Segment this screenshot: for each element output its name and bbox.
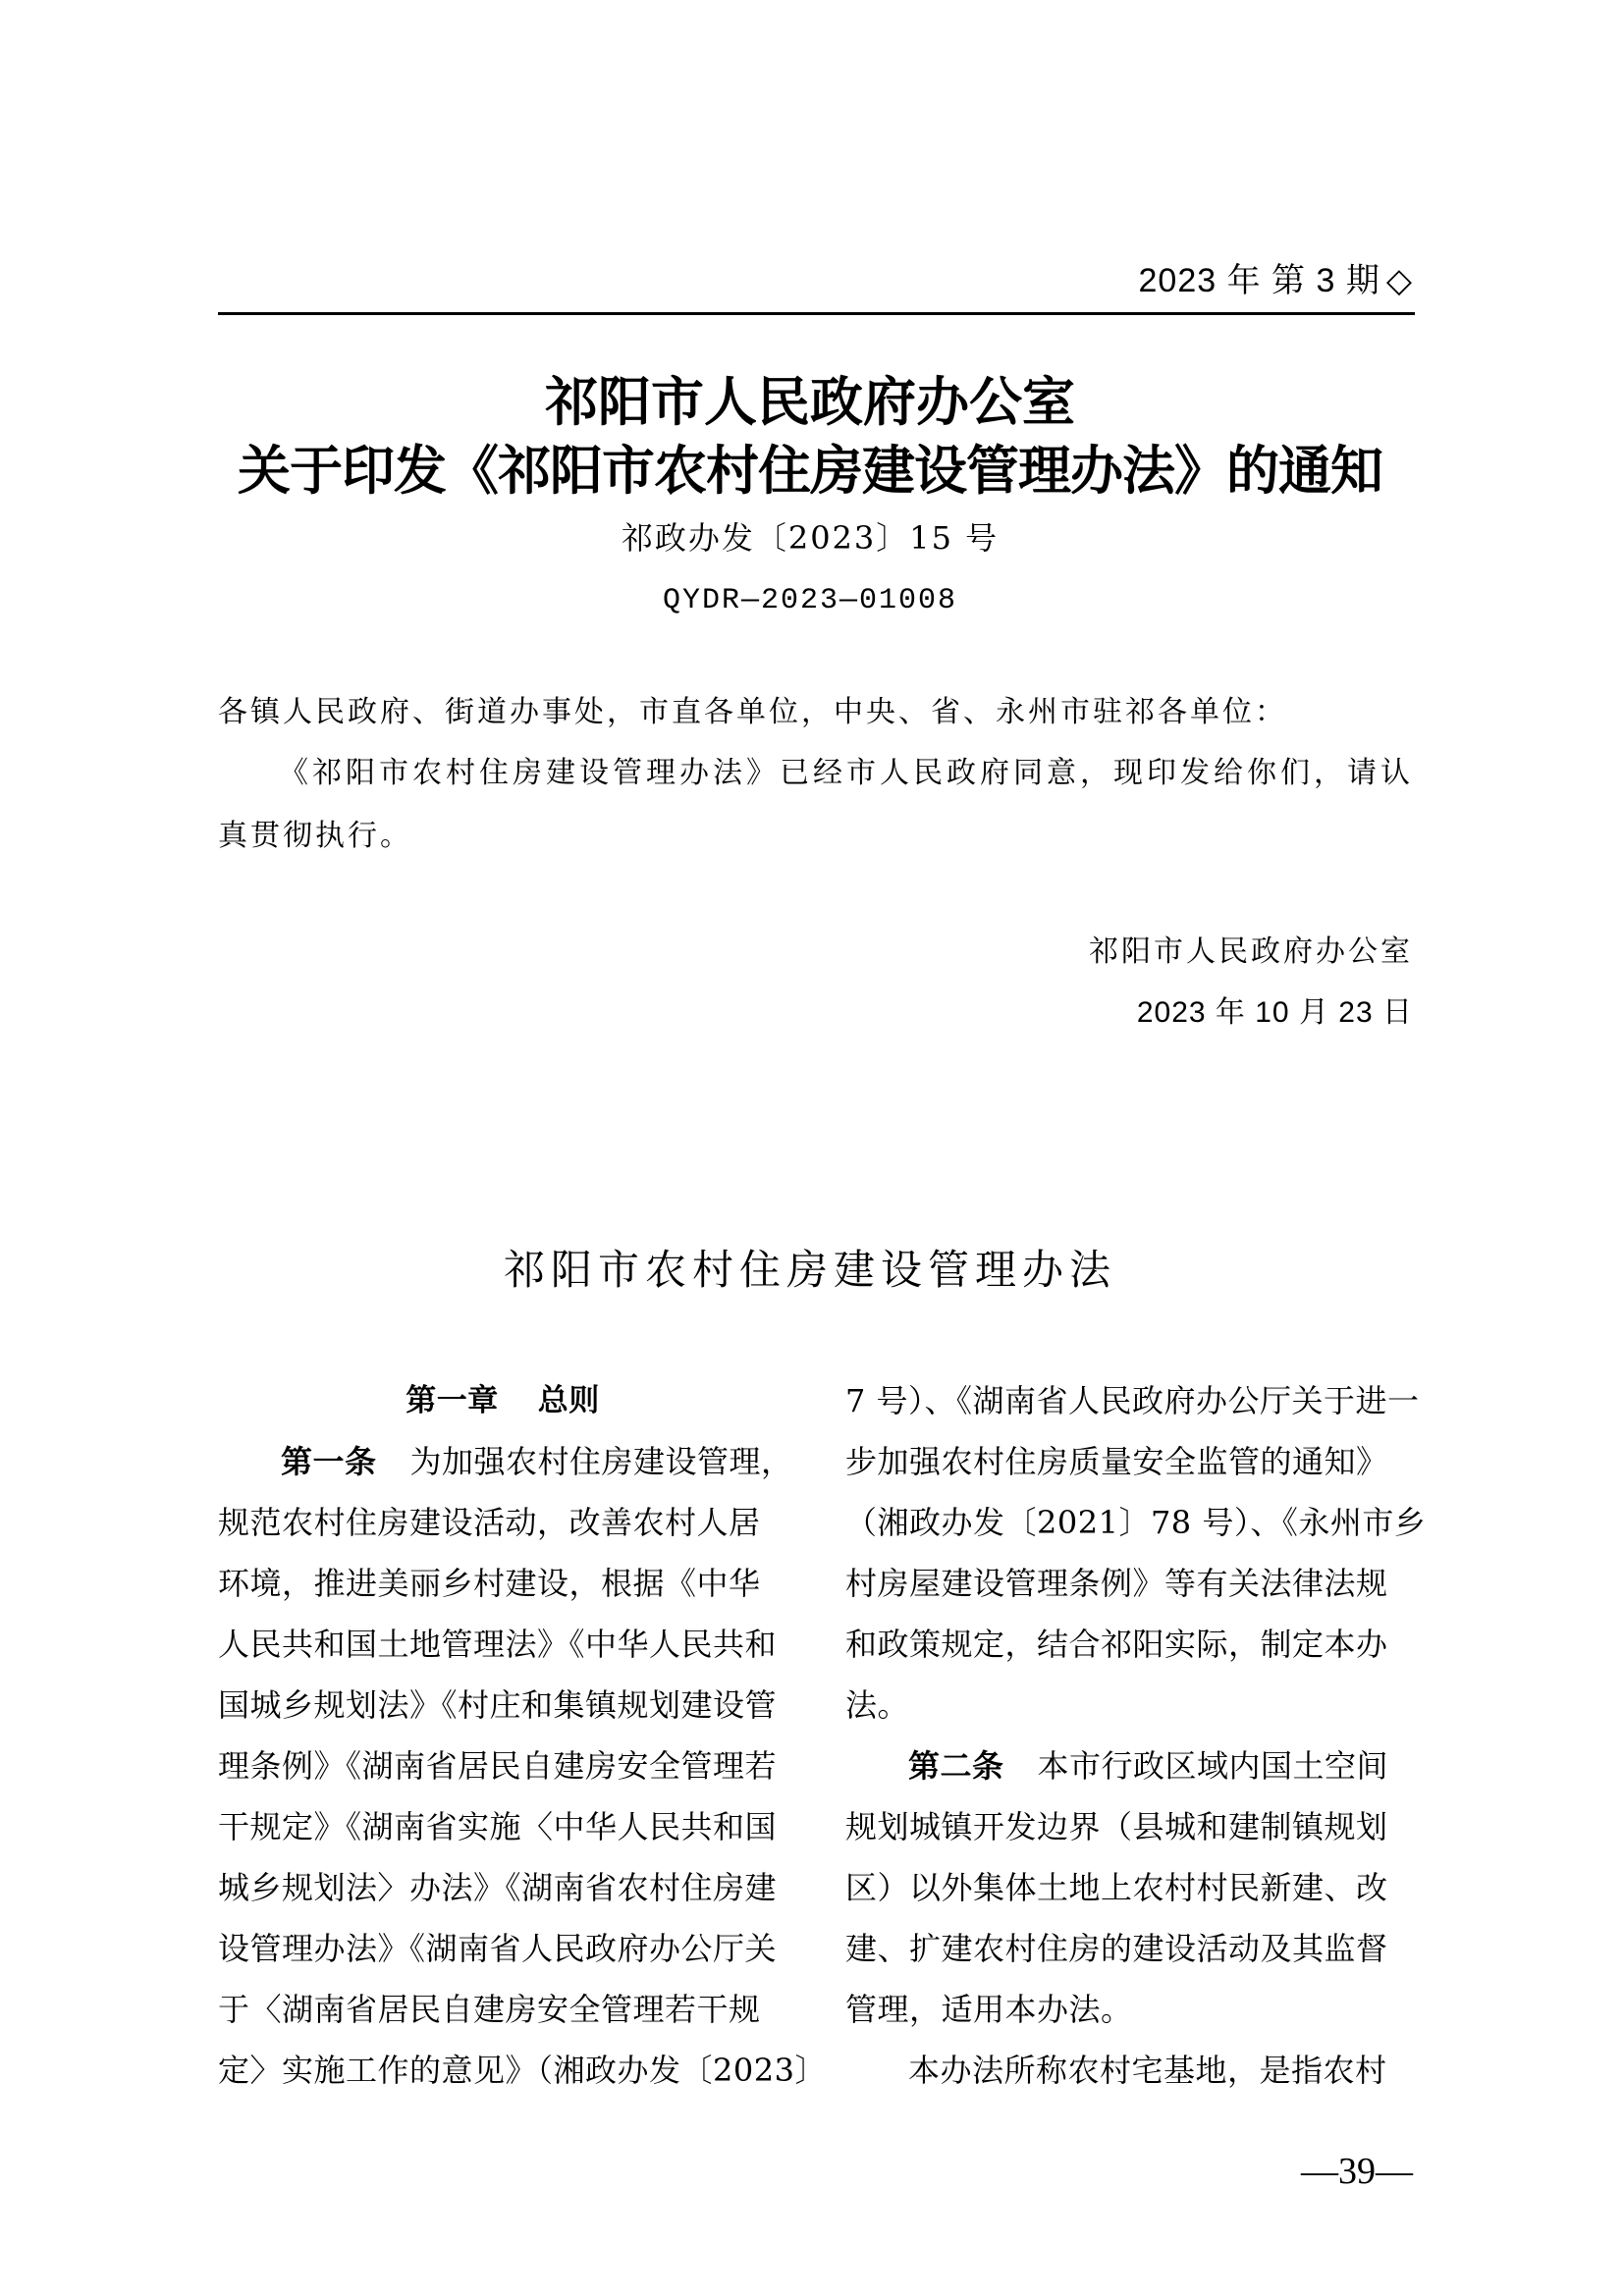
diamond-icon: ◇ bbox=[1385, 262, 1413, 299]
text-line: 理条例》《湖南省居民自建房安全管理若 bbox=[218, 1747, 778, 1785]
document-number: 祁政办发〔2023〕15 号 bbox=[621, 519, 1000, 557]
text-line: 规范农村住房建设活动，改善农村人居 bbox=[218, 1504, 761, 1541]
text-line: 7 号）、《湖南省人民政府办公厅关于进一 bbox=[845, 1382, 1420, 1419]
chapter-heading bbox=[218, 1370, 787, 1431]
text-line: 人民共和国土地管理法》《中华人民共和 bbox=[218, 1626, 778, 1663]
page-number: —39— bbox=[1301, 2151, 1413, 2192]
article-1-label: 第一条 bbox=[281, 1443, 377, 1480]
text-line: 村房屋建设管理条例》等有关法律法规 bbox=[845, 1565, 1388, 1602]
notice-body-line-2: 真贯彻执行。 bbox=[218, 819, 412, 853]
law-title: 祁阳市农村住房建设管理办法 bbox=[503, 1246, 1116, 1294]
article-2-label: 第二条 bbox=[908, 1747, 1004, 1785]
text-line: 环境，推进美丽乡村建设，根据《中华 bbox=[218, 1565, 761, 1602]
text-line: （湘政办发〔2021〕78 号）、《永州市乡 bbox=[845, 1504, 1427, 1541]
chapter-label: 第一章 bbox=[406, 1383, 499, 1418]
article-1-first-line bbox=[218, 1431, 793, 1492]
signing-date: 2023 年 10 月 23 日 bbox=[1136, 996, 1413, 1029]
text-line: 和政策规定，结合祁阳实际，制定本办 bbox=[845, 1626, 1388, 1663]
text-line: 于〈湖南省居民自建房安全管理若干规 bbox=[218, 1991, 761, 2028]
text-line: 建、扩建农村住房的建设活动及其监督 bbox=[845, 1930, 1388, 1967]
text-line: 规划城镇开发边界（县城和建制镇规划 bbox=[845, 1808, 1388, 1845]
chapter-name: 总则 bbox=[537, 1383, 600, 1418]
signatory: 祁阳市人民政府办公室 bbox=[1089, 934, 1413, 969]
article-2-first-line bbox=[845, 1735, 1415, 1796]
text-line: 干规定》《湖南省实施〈中华人民共和国 bbox=[218, 1808, 778, 1845]
issue-header bbox=[1139, 261, 1414, 300]
text-line: 本市行政区域内国土空间 bbox=[1037, 1747, 1389, 1785]
right-column bbox=[845, 1370, 1427, 2101]
text-line: 设管理办法》《湖南省人民政府办公厅关 bbox=[218, 1930, 778, 1967]
notice-body-line-1: 《祁阳市农村住房建设管理办法》已经市人民政府同意，现印发给你们，请认 bbox=[279, 756, 1414, 790]
text-line: 城乡规划法〉办法》《湖南省农村住房建 bbox=[218, 1869, 778, 1906]
header-divider bbox=[218, 312, 1415, 315]
notice-title-line-2: 关于印发《祁阳市农村住房建设管理办法》的通知 bbox=[238, 439, 1382, 502]
text-line: 定〉实施工作的意见》（湘政办发〔2023〕 bbox=[218, 2052, 827, 2089]
text-line: 步加强农村住房质量安全监管的通知》 bbox=[845, 1443, 1388, 1480]
text-line: 法。 bbox=[845, 1686, 910, 1724]
text-line: 为加强农村住房建设管理， bbox=[409, 1443, 793, 1480]
addressee: 各镇人民政府、街道办事处，市直各单位，中央、省、永州市驻祁各单位： bbox=[218, 695, 1287, 729]
text-line: 区）以外集体土地上农村村民新建、改 bbox=[845, 1869, 1388, 1906]
left-column bbox=[218, 1370, 827, 2101]
text-line: 管理，适用本办法。 bbox=[845, 1991, 1133, 2028]
notice-title-line-1: 祁阳市人民政府办公室 bbox=[545, 370, 1075, 433]
text-line: 国城乡规划法》《村庄和集镇规划建设管 bbox=[218, 1686, 778, 1724]
text-line: 本办法所称农村宅基地，是指农村 bbox=[908, 2052, 1387, 2089]
document-code: QYDR—2023—01008 bbox=[662, 584, 958, 617]
issue-label: 2023 年 第 3 期 bbox=[1138, 262, 1380, 299]
